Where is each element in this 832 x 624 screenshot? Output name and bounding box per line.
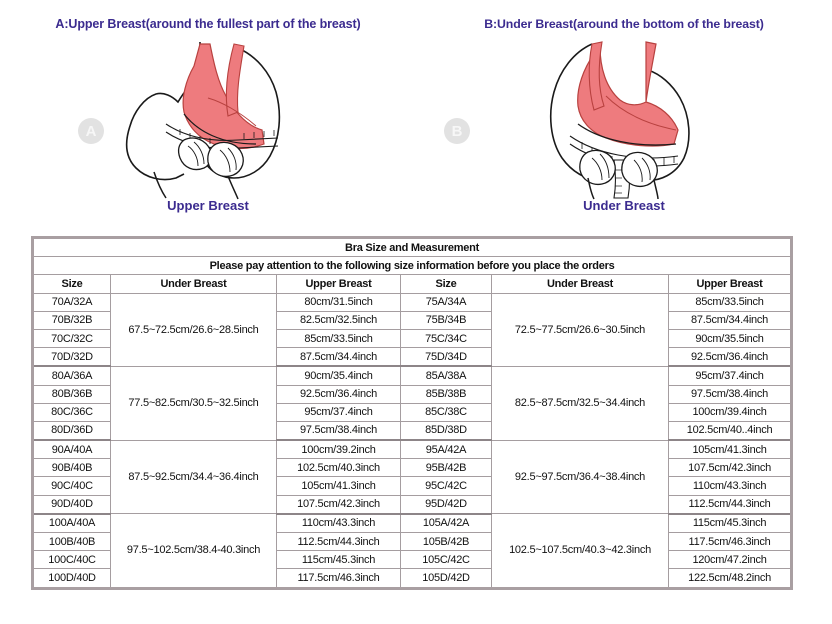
table-column-header-row xyxy=(33,275,792,293)
cell-upper-breast-right: 107.5cm/42.3inch xyxy=(669,459,792,477)
column-header-upper-breast-right: Upper Breast xyxy=(669,275,792,293)
cell-upper-breast-left: 92.5cm/36.4inch xyxy=(277,385,401,403)
cell-upper-breast-left: 112.5cm/44.3inch xyxy=(277,533,401,551)
cell-upper-breast-left: 80cm/31.5inch xyxy=(277,293,401,311)
cell-upper-breast-right: 105cm/41.3inch xyxy=(669,440,792,459)
cell-upper-breast-left: 100cm/39.2inch xyxy=(277,440,401,459)
cell-upper-breast-left: 82.5cm/32.5inch xyxy=(277,311,401,329)
cell-size-right: 95D/42D xyxy=(401,495,492,514)
cell-size-left: 80D/36D xyxy=(33,421,111,440)
cell-size-left: 70B/32B xyxy=(33,311,111,329)
cell-size-right: 105B/42B xyxy=(401,533,492,551)
cell-upper-breast-right: 100cm/39.4inch xyxy=(669,403,792,421)
cell-size-right: 85C/38C xyxy=(401,403,492,421)
cell-size-right: 75B/34B xyxy=(401,311,492,329)
cell-size-right: 95A/42A xyxy=(401,440,492,459)
cell-size-right: 75C/34C xyxy=(401,329,492,347)
cell-upper-breast-right: 85cm/33.5inch xyxy=(669,293,792,311)
cell-upper-breast-right: 117.5cm/46.3inch xyxy=(669,533,792,551)
cell-size-right: 105D/42D xyxy=(401,569,492,588)
size-table-body xyxy=(33,238,792,589)
cell-upper-breast-left: 105cm/41.3inch xyxy=(277,477,401,495)
cell-size-left: 70A/32A xyxy=(33,293,111,311)
size-table-container xyxy=(31,236,790,590)
cell-size-left: 80B/36B xyxy=(33,385,111,403)
cell-size-left: 100D/40D xyxy=(33,569,111,588)
cell-upper-breast-left: 90cm/35.4inch xyxy=(277,366,401,385)
table-row xyxy=(33,514,792,533)
cell-under-breast-left: 67.5~72.5cm/26.6~28.5inch xyxy=(111,293,277,366)
cell-size-left: 90A/40A xyxy=(33,440,111,459)
cell-upper-breast-right: 97.5cm/38.4inch xyxy=(669,385,792,403)
cell-upper-breast-right: 110cm/43.3inch xyxy=(669,477,792,495)
badge-a: A xyxy=(78,118,104,144)
cell-size-right: 75A/34A xyxy=(401,293,492,311)
cell-upper-breast-right: 102.5cm/40..4inch xyxy=(669,421,792,440)
cell-size-right: 85A/38A xyxy=(401,366,492,385)
cell-size-left: 100A/40A xyxy=(33,514,111,533)
cell-upper-breast-left: 102.5cm/40.3inch xyxy=(277,459,401,477)
bra-size-table xyxy=(31,236,793,590)
cell-size-right: 95C/42C xyxy=(401,477,492,495)
cell-size-left: 100C/40C xyxy=(33,551,111,569)
cell-size-right: 85D/38D xyxy=(401,421,492,440)
cell-upper-breast-right: 92.5cm/36.4inch xyxy=(669,348,792,367)
cell-upper-breast-left: 117.5cm/46.3inch xyxy=(277,569,401,588)
cell-size-right: 75D/34D xyxy=(401,348,492,367)
cell-size-left: 80C/36C xyxy=(33,403,111,421)
cell-under-breast-right: 92.5~97.5cm/36.4~38.4inch xyxy=(492,440,669,514)
cell-upper-breast-right: 115cm/45.3inch xyxy=(669,514,792,533)
illustration-panel-upper-breast xyxy=(0,0,416,230)
figure-under-breast-measurement xyxy=(496,40,746,200)
table-title-row xyxy=(33,238,792,257)
panel-title-upper-breast: A:Upper Breast(around the fullest part of the breast) xyxy=(55,17,361,31)
cell-size-left: 90D/40D xyxy=(33,495,111,514)
cell-upper-breast-right: 90cm/35.5inch xyxy=(669,329,792,347)
cell-size-left: 90B/40B xyxy=(33,459,111,477)
cell-size-left: 70D/32D xyxy=(33,348,111,367)
table-row xyxy=(33,293,792,311)
cell-size-left: 90C/40C xyxy=(33,477,111,495)
column-header-upper-breast-left: Upper Breast xyxy=(277,275,401,293)
cell-size-left: 70C/32C xyxy=(33,329,111,347)
cell-size-left: 100B/40B xyxy=(33,533,111,551)
cell-upper-breast-right: 120cm/47.2inch xyxy=(669,551,792,569)
cell-size-right: 95B/42B xyxy=(401,459,492,477)
column-header-under-breast-left: Under Breast xyxy=(111,275,277,293)
cell-upper-breast-left: 87.5cm/34.4inch xyxy=(277,348,401,367)
cell-size-right: 105C/42C xyxy=(401,551,492,569)
table-subtitle-row xyxy=(33,257,792,275)
column-header-size-right: Size xyxy=(401,275,492,293)
cell-upper-breast-left: 110cm/43.3inch xyxy=(277,514,401,533)
cell-upper-breast-left: 107.5cm/42.3inch xyxy=(277,495,401,514)
cell-upper-breast-left: 115cm/45.3inch xyxy=(277,551,401,569)
cell-under-breast-right: 82.5~87.5cm/32.5~34.4inch xyxy=(492,366,669,440)
column-header-size-left: Size xyxy=(33,275,111,293)
table-subtitle: Please pay attention to the following size information before you place the orders xyxy=(33,257,792,275)
cell-upper-breast-right: 122.5cm/48.2inch xyxy=(669,569,792,588)
illustration-panel-under-breast xyxy=(416,0,832,230)
badge-b: B xyxy=(444,118,470,144)
cell-upper-breast-left: 97.5cm/38.4inch xyxy=(277,421,401,440)
table-title: Bra Size and Measurement xyxy=(33,238,792,257)
cell-upper-breast-right: 112.5cm/44.3inch xyxy=(669,495,792,514)
cell-under-breast-left: 97.5~102.5cm/38.4-40.3inch xyxy=(111,514,277,588)
caption-under-breast: Under Breast xyxy=(583,198,665,213)
cell-upper-breast-right: 87.5cm/34.4inch xyxy=(669,311,792,329)
figure-upper-breast-measurement xyxy=(88,40,338,200)
cell-size-left: 80A/36A xyxy=(33,366,111,385)
cell-upper-breast-left: 95cm/37.4inch xyxy=(277,403,401,421)
cell-under-breast-right: 102.5~107.5cm/40.3~42.3inch xyxy=(492,514,669,588)
illustration-section xyxy=(0,0,832,230)
column-header-under-breast-right: Under Breast xyxy=(492,275,669,293)
table-row xyxy=(33,366,792,385)
cell-upper-breast-right: 95cm/37.4inch xyxy=(669,366,792,385)
cell-upper-breast-left: 85cm/33.5inch xyxy=(277,329,401,347)
cell-size-right: 85B/38B xyxy=(401,385,492,403)
cell-size-right: 105A/42A xyxy=(401,514,492,533)
table-row xyxy=(33,440,792,459)
panel-title-under-breast: B:Under Breast(around the bottom of the breast) xyxy=(484,17,764,31)
cell-under-breast-left: 87.5~92.5cm/34.4~36.4inch xyxy=(111,440,277,514)
caption-upper-breast: Upper Breast xyxy=(167,198,249,213)
cell-under-breast-left: 77.5~82.5cm/30.5~32.5inch xyxy=(111,366,277,440)
cell-under-breast-right: 72.5~77.5cm/26.6~30.5inch xyxy=(492,293,669,366)
